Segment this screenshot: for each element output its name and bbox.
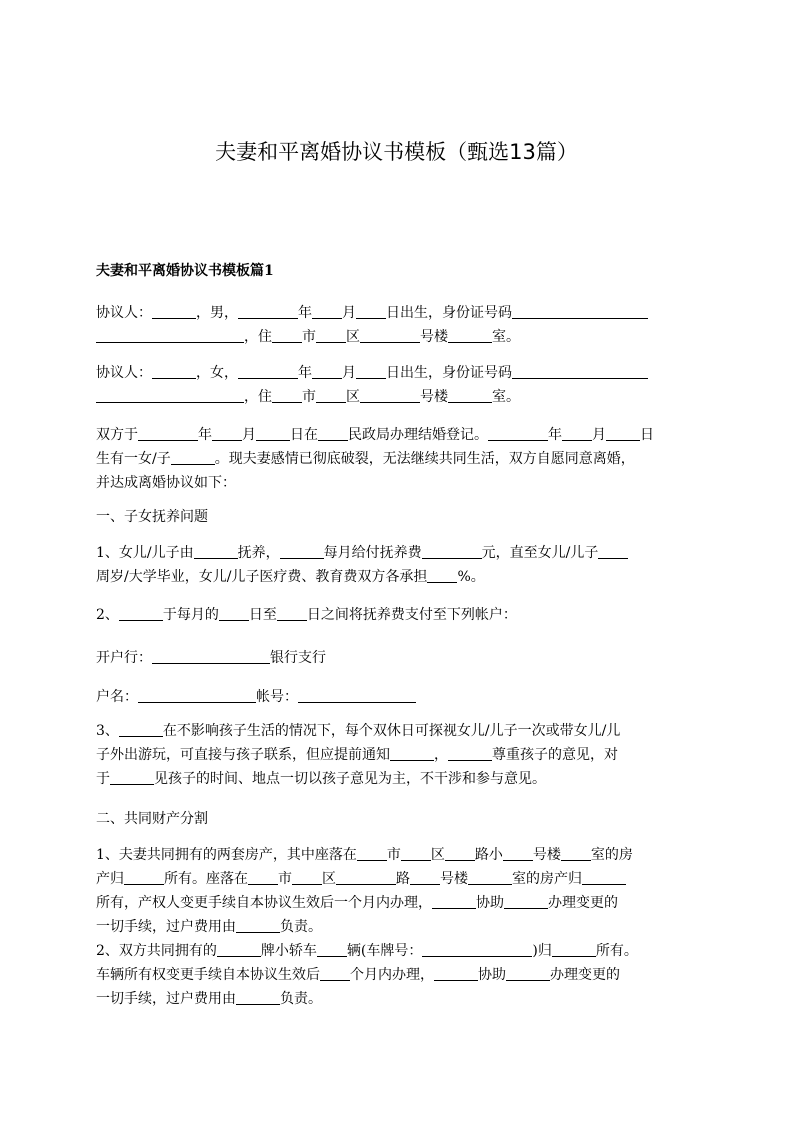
paragraph-payment-schedule: 2、 于每月的 日至 日之间将抚养费支付至下列帐户： (96, 607, 517, 623)
section-title-children: 一、子女抚养问题 (96, 509, 208, 525)
paragraph-marriage: 双方于 年 月 日在 民政局办理结婚登记。 年 月 日 生有一女/子 。现夫妻感情已彻底破裂，无法继续共同生活，双方自愿同意离婚， 并达成离婚协议如下： (96, 427, 654, 491)
paragraph-visitation: 3、 在不影响孩子生活的情况下，每个双休日可探视女儿/儿子一次或带女儿/儿 子外出游玩，可直接与孩子联系，但应提前通知 ， 尊重孩子的意见，对 于 见孩子的时间、地点一切以孩子意见为主，不干涉和参与意见。 (96, 723, 621, 787)
paragraph-bank: 开户行： 银行支行 (96, 650, 326, 666)
paragraph-vehicle: 2、双方共同拥有的 牌小轿车 辆(车牌号： )归 所有。 车辆所有权变更手续自本协议生效后 个月内办理， 协助 办理变更的 一切手续，过户费用由 负责。 (96, 943, 638, 1007)
section-heading: 夫妻和平离婚协议书模板篇1 (96, 263, 274, 279)
page-title: 夫妻和平离婚协议书模板（甄选13篇） (215, 140, 578, 164)
paragraph-account: 户名： 帐号： (96, 685, 706, 709)
paragraph-custody: 1、女儿/儿子由 抚养， 每月给付抚养费 元，直至女儿/儿子 周岁/大学毕业，女儿/儿子医疗费、教育费双方各承担 %。 (96, 541, 706, 589)
section-title-property: 二、共同财产分割 (96, 811, 208, 827)
paragraph-party-male: 协议人： ，男， 年 月 日出生，身份证号码 ，住 市 区 号楼 室。 (96, 301, 706, 349)
paragraph-real-estate: 1、夫妻共同拥有的两套房产，其中座落在 市 区 路小 号楼 室的房 产归 所有。座落在 市 区 路 号楼 室的房产归 所有，产权人变更手续自本协议生效后一个月内办理， 协助 办理变更的 一切手续，过户费用由 负责。 (96, 847, 633, 935)
paragraph-party-female: 协议人： ，女， 年 月 日出生，身份证号码 ，住 市 区 号楼 室。 (96, 361, 706, 409)
